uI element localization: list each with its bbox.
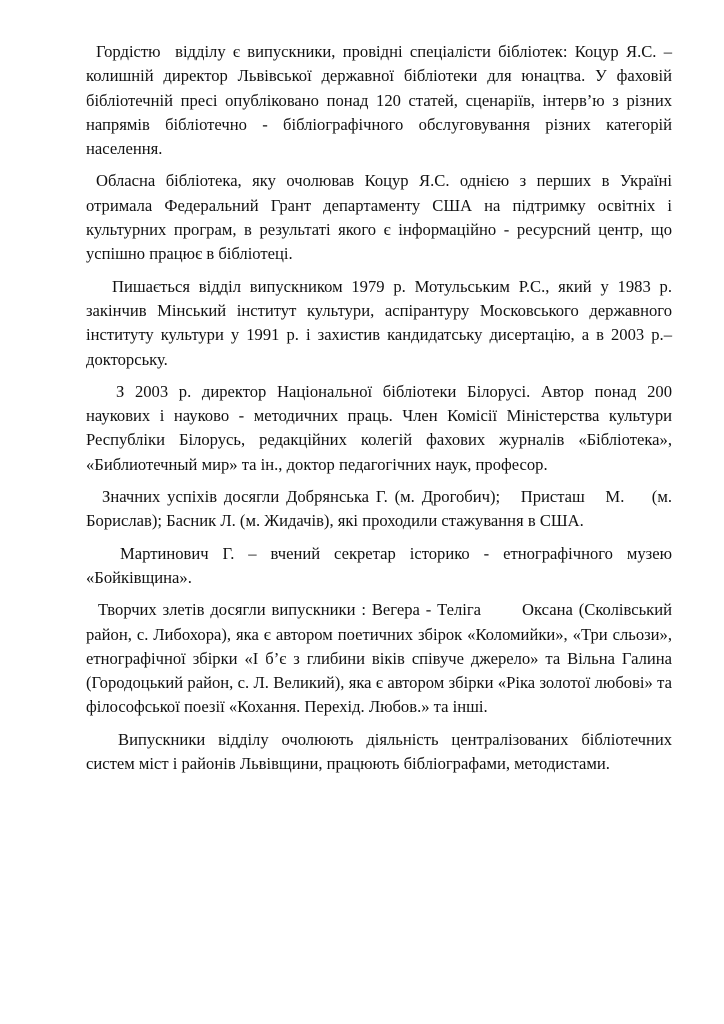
paragraph-alumni-kotsur: Гордістю відділу є випускники, провідні спеціалісти бібліотек: Коцур Я.С. – колишній директор Львівської державної бібліотеки для юнацтва. У фаховій бібліотечній пресі опубліковано понад 120 статей, сценаріїв, інтерв’ю з різних напрямів бібліотечно - бібліографічного обслуговування різних категорій населення. bbox=[86, 42, 677, 159]
paragraph-motulsky: Пишається відділ випускником 1979 р. Мотульським Р.С., який у 1983 р. закінчив Мінський інститут культури, аспірантуру Московського державного інституту культури у 1991 р. і захистив кандидатську дисертацію, а в 2003 р.– докторську. bbox=[86, 276, 677, 369]
paragraph-creative-alumni: Творчих злетів досягли випускники : Вегера - Теліга Оксана (Сколівський район, с. Либохора), яка є автором поетичних збірок «Коломийки», «Три сльози», етнографічної збірки «І б’є з глибини віків співуче джерело» та Вільна Галина (Городоцький район, с. Л. Великий), яка є автором збірки «Ріка золотої любові» та філософської поезії «Кохання. Перехід. Любов.» та інші. bbox=[86, 600, 677, 717]
paragraph-alumni-roles: Випускники відділу очолюють діяльність централізованих бібліотечних систем міст і районів Львівщини, працюють бібліографами, методистами. bbox=[86, 729, 677, 774]
paragraph-usa-internships: Значних успіхів досягли Добрянська Г. (м. Дрогобич); Присташ М. (м. Борислав); Басник Л. (м. Жидачів), які проходили стажування в США. bbox=[86, 487, 677, 531]
document-page bbox=[86, 40, 677, 784]
paragraph-federal-grant: Обласна бібліотека, яку очолював Коцур Я.С. однією з перших в Україні отримала Федеральний Грант департаменту США на підтримку освітніх і культурних програм, в результаті якого є інформаційно - ресурсний центр, що успішно працює в бібліотеці. bbox=[86, 171, 677, 264]
paragraph-martynovych: Мартинович Г. – вчений секретар історико - етнографічного музею «Бойківщина». bbox=[86, 543, 677, 587]
paragraph-national-library-belarus: З 2003 р. директор Національної бібліотеки Білорусі. Автор понад 200 наукових і науково - методичних праць. Член Комісії Міністерства культури Республіки Білорусь, редакційних колегій фахових журналів «Бібліотека», «Библиотечный мир» та ін., доктор педагогічних наук, професор. bbox=[86, 381, 677, 474]
